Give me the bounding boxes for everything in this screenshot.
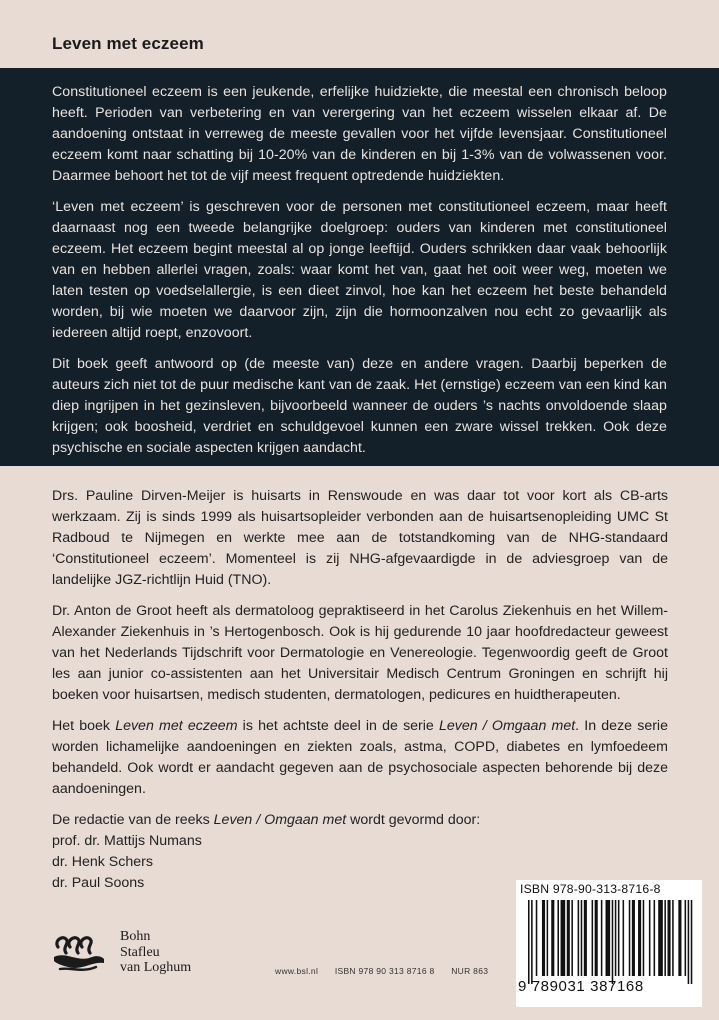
barcode-bar	[571, 900, 573, 976]
editors-text-part2: wordt gevormd door:	[346, 812, 481, 828]
barcode-bar	[542, 900, 545, 976]
intro-paragraph-2: ‘Leven met eczeem’ is geschreven voor de personen met constitutioneel eczeem, maar heeft daarnaast nog een tweede belangrijke doelgroep: ouders van kinderen met constitutioneel eczeem. Het eczeem begint meestal al op jonge leeftijd. Ouders schrikken daar vaak behoorlijk van en hebben allerlei vragen, zoals: waar komt het van, gaat het ooit weer weg, moeten we laten testen op voedselallergie, is een dieet zinvol, hoe kan het eczeem het beste behandeld worden, bij wie moeten we daarvoor zijn, zijn die hormoonzalven nou echt zo gevaarlijk als iedereen altijd roept, enzovoort.	[52, 199, 667, 341]
book-title: Leven met eczeem	[52, 34, 204, 53]
editor-name: dr. Henk Schers	[52, 854, 153, 870]
barcode-bar	[658, 900, 663, 976]
barcode-bar	[615, 900, 617, 976]
barcode	[516, 880, 702, 1007]
barcode-bar	[536, 900, 538, 976]
barcode-bar	[664, 900, 666, 976]
series-text-part2: is het achtste deel in de serie	[237, 718, 439, 734]
barcode-bar	[632, 900, 635, 976]
intro-paragraph-1: Constitutioneel eczeem is een jeukende, erfelijke huidziekte, die meestal een chronisch beloop heeft. Perioden van verbetering en van verergering van het eczeem wisselen elkaar af. De aandoening ontstaat in verreweg de meeste gevallen voor het vijfde levensjaar. Constitutioneel eczeem komt naar schatting bij 10-20% van de kinderen en bij 1-3% van de volwassenen voor. Daarmee behoort het tot de vijf meest frequent optredende huidziekten.	[52, 84, 667, 184]
barcode-bar	[578, 900, 580, 976]
series-book-title: Leven met eczeem	[115, 718, 238, 734]
barcode-bar	[592, 900, 594, 976]
barcode-bar	[612, 900, 614, 984]
barcode-bar	[551, 900, 554, 976]
barcode-bar	[528, 900, 530, 984]
editor-name: prof. dr. Mattijs Numans	[52, 833, 202, 849]
barcode-bar	[654, 900, 656, 976]
barcode-isbn-label: ISBN 978-90-313-8716-8	[520, 882, 661, 896]
barcode-digits: 9 789031 387168	[518, 978, 644, 995]
intro-section	[0, 68, 719, 466]
publisher-name	[120, 929, 191, 976]
barcode-bar	[638, 900, 641, 976]
series-text-part3: . In deze serie worden lichamelijke aandoeningen en ziekten zoals, astma, COPD, diabetes en lymfoedeem behandeld. Ook wordt er aandacht gegeven aan de psychosociale aspecten behorende bij deze aandoeningen.	[52, 718, 668, 797]
barcode-bar	[643, 900, 645, 976]
publisher-line-1: Bohn	[120, 929, 151, 944]
series-name: Leven / Omgaan met	[438, 718, 576, 734]
barcode-bar	[649, 900, 651, 976]
barcode-bar	[584, 900, 587, 976]
barcode-bar	[668, 900, 671, 976]
barcode-bar	[672, 900, 674, 976]
barcode-bar	[629, 900, 631, 976]
editors-text-part1: De redactie van de reeks	[52, 812, 214, 828]
publisher-line-2: Stafleu	[120, 944, 160, 960]
barcode-bar	[606, 900, 611, 976]
barcode-bar	[561, 900, 566, 976]
barcode-bar	[688, 900, 690, 984]
nur-code: NUR 863	[451, 966, 489, 976]
barcode-bar	[685, 900, 687, 976]
barcode-bar	[691, 900, 693, 984]
barcode-bar	[595, 900, 598, 976]
editor-name: dr. Paul Soons	[52, 875, 145, 891]
bsl-logo-icon	[52, 927, 106, 973]
author-paragraph-groot: Dr. Anton de Groot heeft als dermatoloog gepraktiseerd in het Carolus Ziekenhuis en het Willem-Alexander Ziekenhuis in ’s Hertogenbosch. Ook is hij gedurende 10 jaar hoofdredacteur geweest van het Nederlands Tijdschrift voor Dermatologie en Venereologie. Tegenwoordig geeft de Groot les aan junior co-assistenten aan het Universitair Medisch Centrum Groningen en schrijft hij boeken voor huisartsen, medisch studenten, dermatologen, pedicures en huidtherapeuten.	[52, 603, 668, 703]
barcode-bar	[678, 900, 681, 976]
isbn-small: ISBN 978 90 313 8716 8	[334, 966, 435, 976]
author-section	[52, 486, 668, 894]
website-link[interactable]: www.bsl.nl	[275, 966, 319, 976]
author-paragraph-dirven: Drs. Pauline Dirven-Meijer is huisarts in Renswoude en was daar tot voor kort als CB-arts werkzaam. Zij is sinds 1999 als huisartsopleider verbonden aan de huisartsenopleiding UMC St Radboud te Nijmegen en werkte mee aan de totstandkoming van de NHG-standaard ‘Constitutioneel eczeem’. Momenteel is zij NHG-afgevaardigde in de adviesgroep van de landelijke JGZ-richtlijn Huid (TNO).	[52, 488, 668, 588]
barcode-bar	[601, 900, 603, 976]
intro-paragraph-3: Dit boek geeft antwoord op (de meeste van) deze en andere vragen. Daarbij beperken de auteurs zich niet tot de puur medische kant van de zaak. Het (ernstige) eczeem van een kind kan diep ingrijpen in het gezinsleven, bijvoorbeeld wanneer de ouders ’s nachts onvoldoende slaap krijgen; ook boosheid, verdriet en schuldgevoel kunnen een zware wissel trekken. Ook deze psychische en sociale aspecten krijgen aandacht.	[52, 356, 667, 456]
series-text-part1: Het boek	[52, 718, 116, 734]
publisher-line-3: van Loghum	[120, 960, 192, 975]
editors-intro	[52, 810, 668, 831]
editors-series-name: Leven / Omgaan met	[213, 812, 347, 828]
barcode-bar	[618, 900, 620, 976]
publisher-logo	[52, 925, 252, 985]
barcode-bar	[547, 900, 549, 976]
series-paragraph	[52, 716, 668, 800]
barcode-bar	[567, 900, 570, 976]
barcode-bar	[557, 900, 559, 976]
barcode-bar	[531, 900, 533, 984]
barcode-bar	[623, 900, 625, 976]
barcode-bar	[581, 900, 583, 976]
meta-line	[275, 966, 502, 976]
barcode-bars	[520, 900, 700, 984]
